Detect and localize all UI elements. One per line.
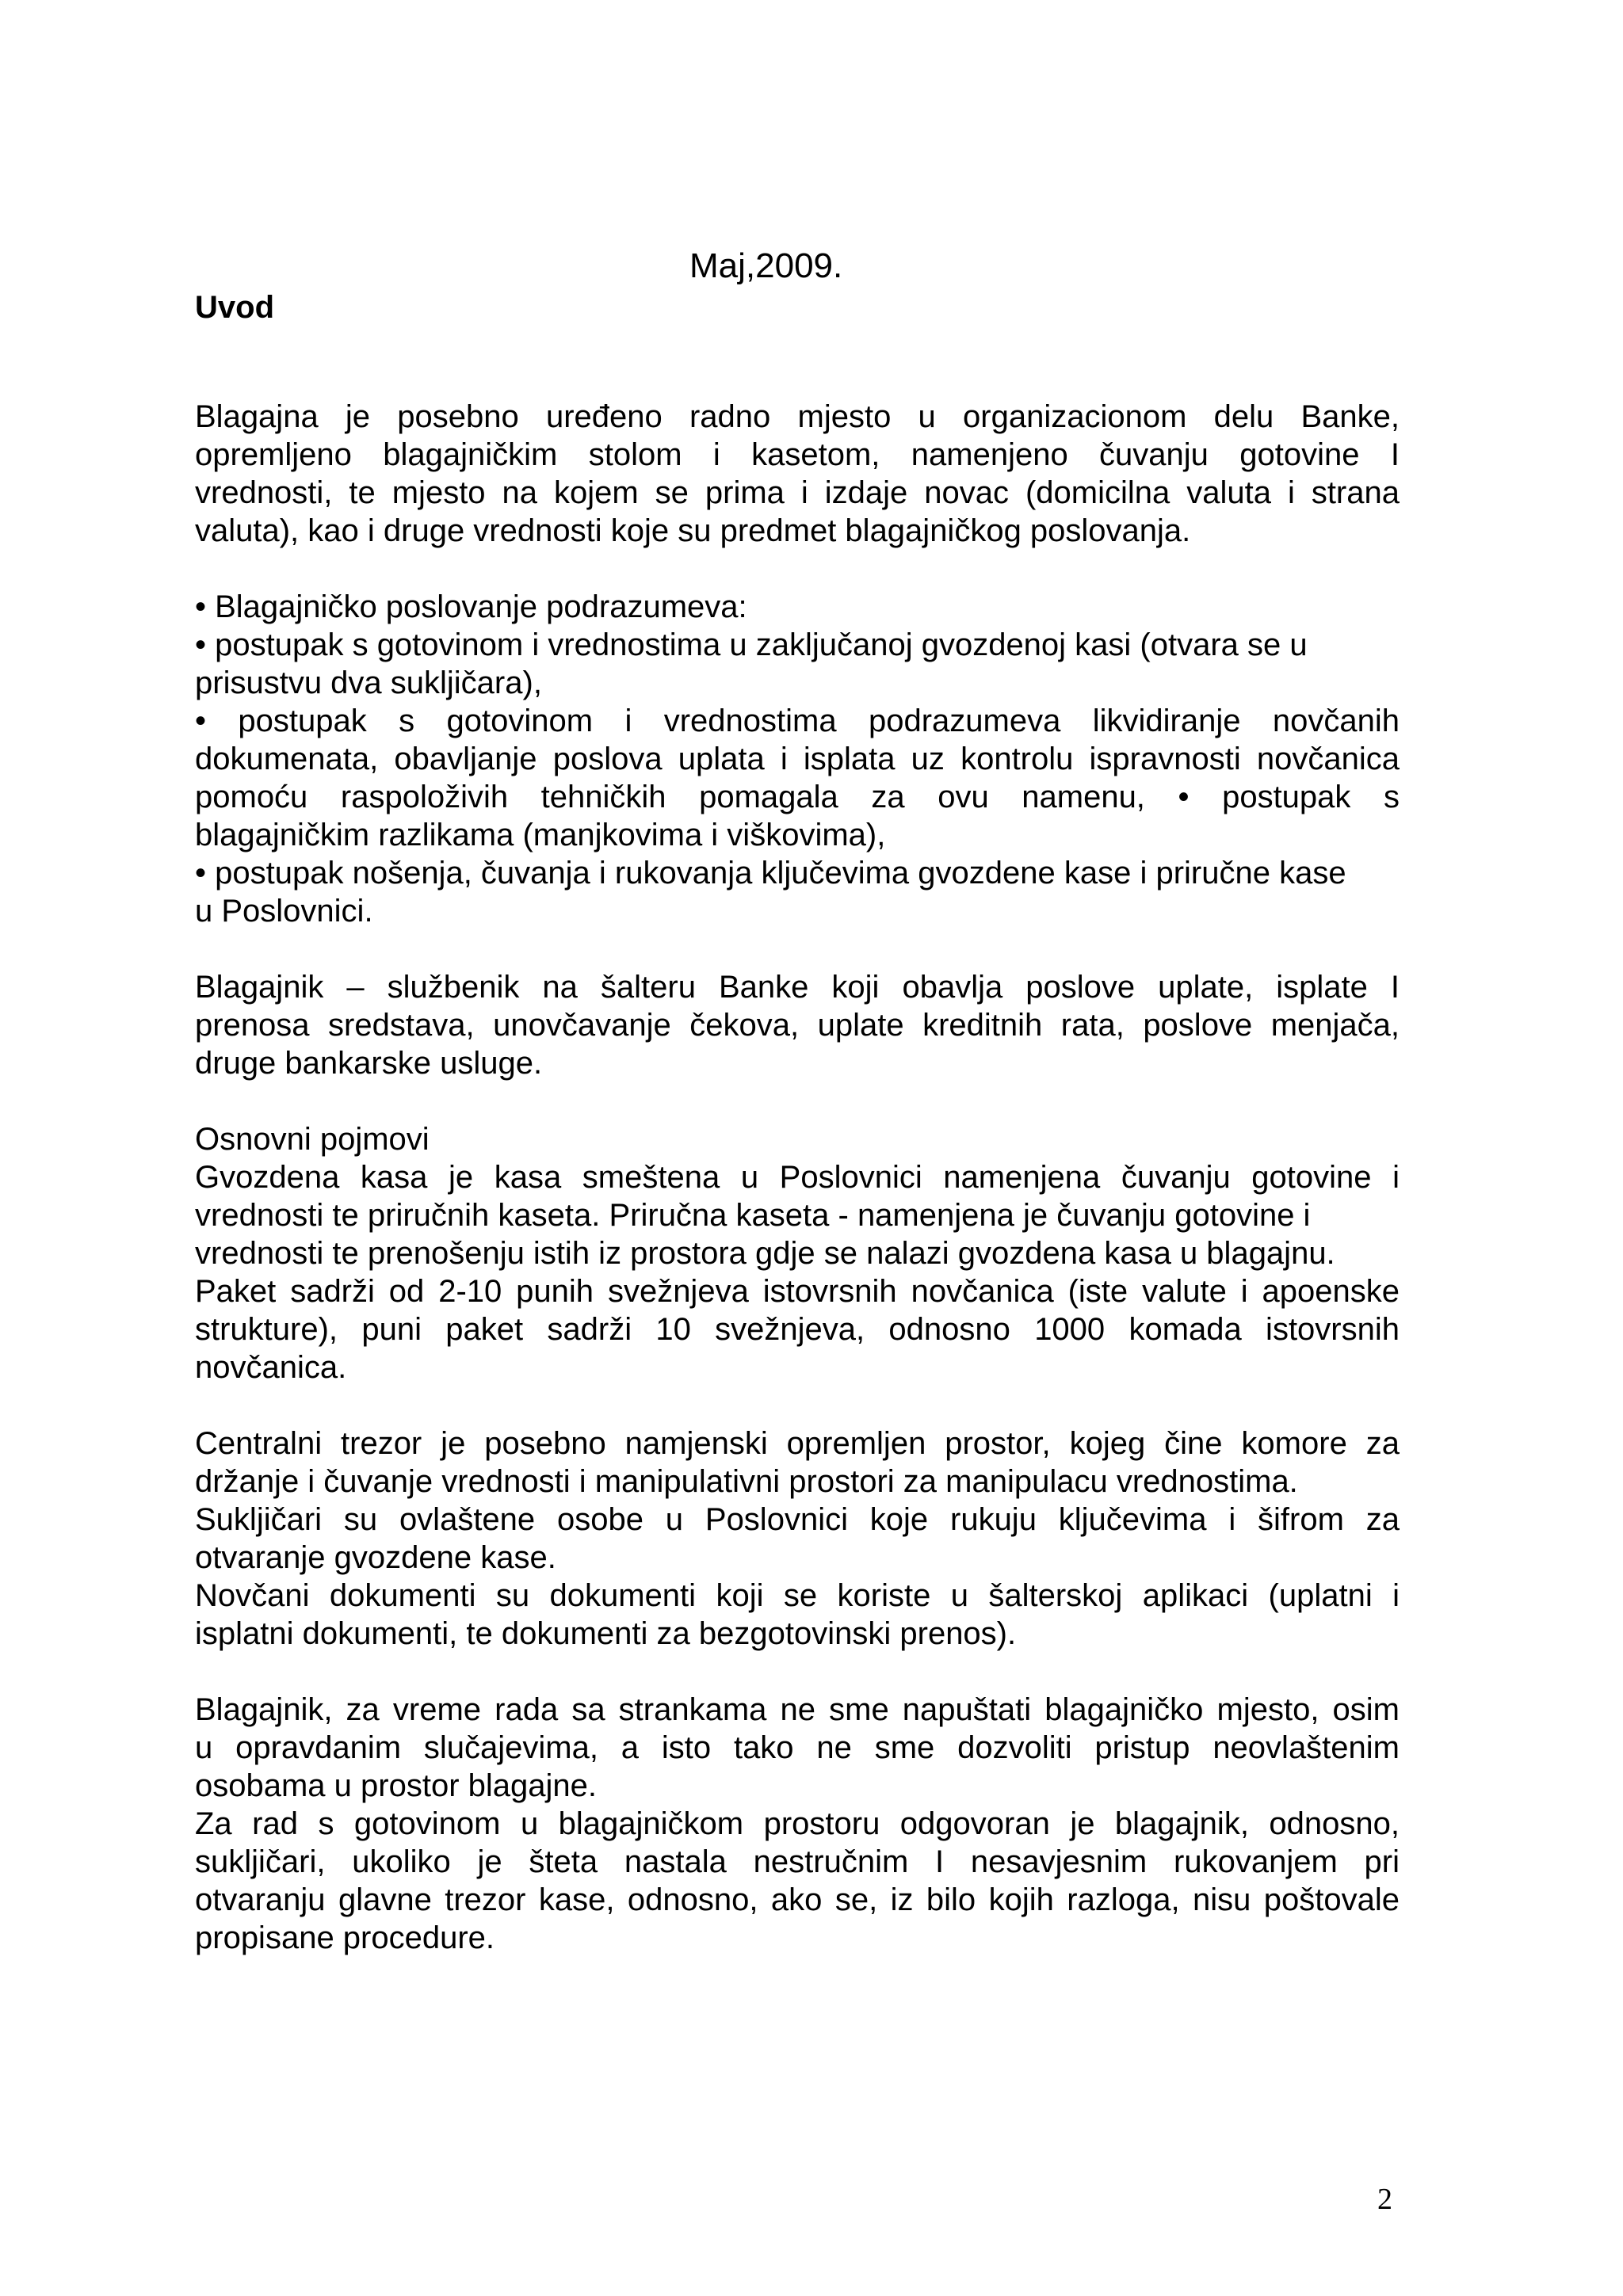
text-line: isplatni dokumenti, te dokumenti za bezgotovinski prenos). (195, 1616, 1017, 1651)
text-line: sukljičari, ukoliko je šteta nastala nestručnim I nesavjesnim rukovanjem pri (195, 1844, 1400, 1879)
paragraph (195, 588, 1400, 930)
paragraph (195, 1425, 1400, 1653)
text-line: otvaranju glavne trezor kase, odnosno, ako se, iz bilo kojih razloga, nisu poštovale (195, 1882, 1400, 1917)
text-line: valuta), kao i druge vrednosti koje su predmet blagajničkog poslovanja. (195, 513, 1191, 548)
paragraph (195, 968, 1400, 1082)
text-line: u Poslovnici. (195, 894, 373, 929)
text-line: Blagajnik, za vreme rada sa strankama ne sme napuštati blagajničko mjesto, osim (195, 1692, 1400, 1727)
text-line: novčanica. (195, 1350, 347, 1385)
text-line: vrednosti, te mjesto na kojem se prima i izdaje novac (domicilna valuta i strana (195, 475, 1400, 510)
document-date: Maj,2009. (689, 246, 843, 285)
text-line: držanje i čuvanje vrednosti i manipulativni prostori za manipulacu vrednostima. (195, 1464, 1298, 1499)
text-line: osobama u prostor blagajne. (195, 1768, 597, 1803)
text-line: prisustvu dva sukljičara), (195, 666, 542, 700)
text-line: Gvozdena kasa je kasa smeštena u Poslovnici namenjena čuvanju gotovine i (195, 1160, 1400, 1195)
text-line: opremljeno blagajničkim stolom i kasetom, namenjeno čuvanju gotovine I (195, 437, 1400, 472)
text-line: • postupak nošenja, čuvanja i rukovanja ključevima gvozdene kase i priručne kase (195, 856, 1346, 891)
text-line: Osnovni pojmovi (195, 1122, 430, 1157)
text-line: prenosa sredstava, unovčavanje čekova, uplate kreditnih rata, poslove menjača, (195, 1008, 1400, 1043)
text-line: vrednosti te prenošenju istih iz prostora gdje se nalazi gvozdena kasa u blagajnu. (195, 1236, 1335, 1271)
text-line: Novčani dokumenti su dokumenti koji se koriste u šalterskoj aplikaci (uplatni i (195, 1578, 1400, 1613)
section-heading: Uvod (195, 290, 274, 325)
text-line: blagajničkim razlikama (manjkovima i viškovima), (195, 818, 886, 852)
text-line: • postupak s gotovinom i vrednostima podrazumeva likvidiranje novčanih (195, 704, 1400, 738)
text-line: propisane procedure. (195, 1920, 495, 1955)
text-line: Za rad s gotovinom u blagajničkom prostoru odgovoran je blagajnik, odnosno, (195, 1806, 1400, 1841)
text-line: Blagajna je posebno uređeno radno mjesto u organizacionom delu Banke, (195, 399, 1400, 434)
text-line: druge bankarske usluge. (195, 1046, 543, 1081)
paragraph (195, 1120, 1400, 1386)
text-line: vrednosti te priručnih kaseta. Priručna kaseta - namenjena je čuvanju gotovine i (195, 1198, 1311, 1233)
text-line: otvaranje gvozdene kase. (195, 1540, 556, 1575)
paragraph (195, 1691, 1400, 1957)
text-line: Sukljičari su ovlaštene osobe u Poslovnici koje rukuju ključevima i šifrom za (195, 1502, 1400, 1537)
text-line: • postupak s gotovinom i vrednostima u zaključanoj gvozdenoj kasi (otvara se u (195, 627, 1308, 662)
text-line: u opravdanim slučajevima, a isto tako ne sme dozvoliti pristup neovlaštenim (195, 1730, 1400, 1765)
paragraph (195, 398, 1400, 550)
text-line: dokumenata, obavljanje poslova uplata i isplata uz kontrolu ispravnosti novčanica (195, 742, 1400, 776)
text-line: Blagajnik – službenik na šalteru Banke koji obavlja poslove uplate, isplate I (195, 970, 1400, 1005)
text-line: strukture), puni paket sadrži 10 svežnjeva, odnosno 1000 komada istovrsnih (195, 1312, 1400, 1347)
document-body (195, 398, 1400, 1957)
text-line: Paket sadrži od 2-10 punih svežnjeva istovrsnih novčanica (iste valute i apoenske (195, 1274, 1400, 1309)
text-line: Centralni trezor je posebno namjenski opremljen prostor, kojeg čine komore za (195, 1426, 1400, 1461)
text-line: • Blagajničko poslovanje podrazumeva: (195, 589, 747, 624)
text-line: pomoću raspoloživih tehničkih pomagala za ovu namenu, • postupak s (195, 780, 1400, 814)
page-number: 2 (1377, 2183, 1392, 2216)
